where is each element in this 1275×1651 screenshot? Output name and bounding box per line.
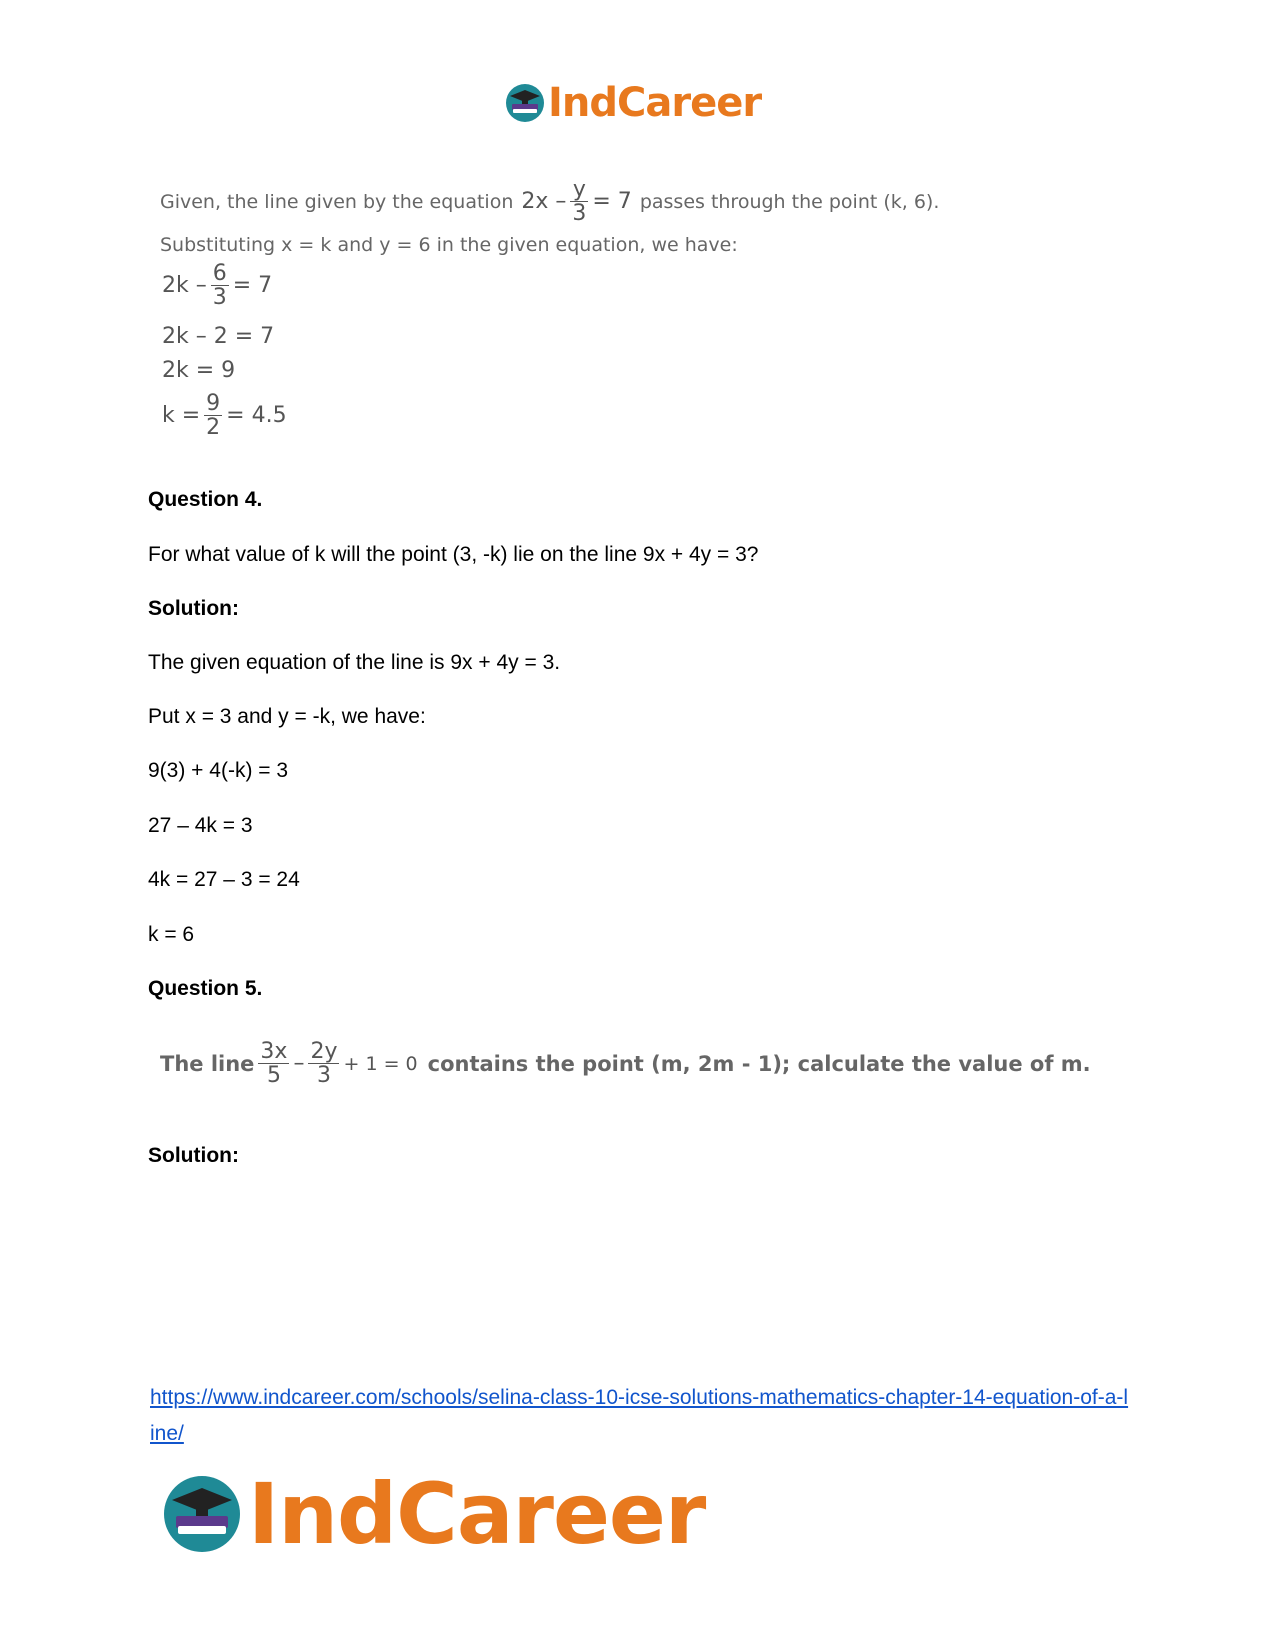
source-link[interactable]: https://www.indcareer.com/schools/selina-class-10-icse-solutions-mathematics-chapter-14-equation-of-a-line/ [150,1386,1129,1445]
q4-heading: Question 4. [148,488,263,511]
fraction-numerator: 2y [310,1039,338,1064]
step-rhs: = 7 [232,273,273,299]
q5-tail: contains the point (m, 2m - 1); calculate the value of m. [427,1051,1091,1076]
fraction-3x-over-5 [258,1040,289,1087]
step-term: k = [162,403,201,429]
step-4 [162,392,287,439]
q5-question [160,1040,1091,1087]
q3-given-line [160,178,939,225]
q4-line: k = 6 [148,923,195,946]
eq-rhs: = 7 [592,189,632,215]
footer-logo [160,1465,705,1563]
q5-heading: Question 5. [148,977,263,1000]
fraction-numerator: 6 [212,261,227,286]
q4-line: The given equation of the line is 9x + 4y = 3. [148,651,561,674]
fraction-denominator: 5 [258,1063,289,1087]
step-rhs: = 4.5 [226,403,287,429]
step-2: 2k – 2 = 7 [162,324,275,349]
q4-line: Put x = 3 and y = -k, we have: [148,705,426,728]
step-1 [162,262,272,309]
q4-line: 4k = 27 – 3 = 24 [148,868,300,891]
step-term: 2k – [162,273,207,299]
eq-tail: + 1 = 0 [343,1052,418,1075]
q4-solution-label: Solution: [148,597,239,620]
fraction-numerator: 9 [206,391,221,416]
fraction-denominator: 3 [308,1063,339,1087]
fraction-6-over-3 [211,262,229,309]
fraction-denominator: 3 [212,285,227,311]
given-tail: passes through the point (k, 6). [639,190,940,213]
q5-solution-label: Solution: [148,1144,239,1167]
q4-line: 27 – 4k = 3 [148,814,253,837]
logo-text: IndCareer [548,80,762,126]
fraction-numerator: 3x [260,1039,288,1064]
eq-term: 2x – [521,189,567,215]
fraction-denominator: 3 [572,201,587,227]
step-3: 2k = 9 [162,358,236,383]
given-text: Given, the line given by the equation [160,190,514,213]
q4-question: For what value of k will the point (3, -k) lie on the line 9x + 4y = 3? [148,543,759,566]
substitution-line: Substituting x = k and y = 6 in the given equation, we have: [160,234,738,256]
fraction-denominator: 2 [206,415,221,441]
graduation-book-icon [504,82,546,124]
logo-text: IndCareer [248,1465,706,1563]
q4-line: 9(3) + 4(-k) = 3 [148,759,289,782]
q5-intro: The line [160,1051,255,1076]
fraction-numerator: y [572,177,586,202]
graduation-book-icon [160,1472,244,1556]
fraction-2y-over-3 [308,1040,339,1087]
minus-sign: – [293,1051,305,1077]
fraction-9-over-2 [204,392,222,439]
header-logo [504,80,761,126]
fraction-y-over-3 [570,178,588,225]
